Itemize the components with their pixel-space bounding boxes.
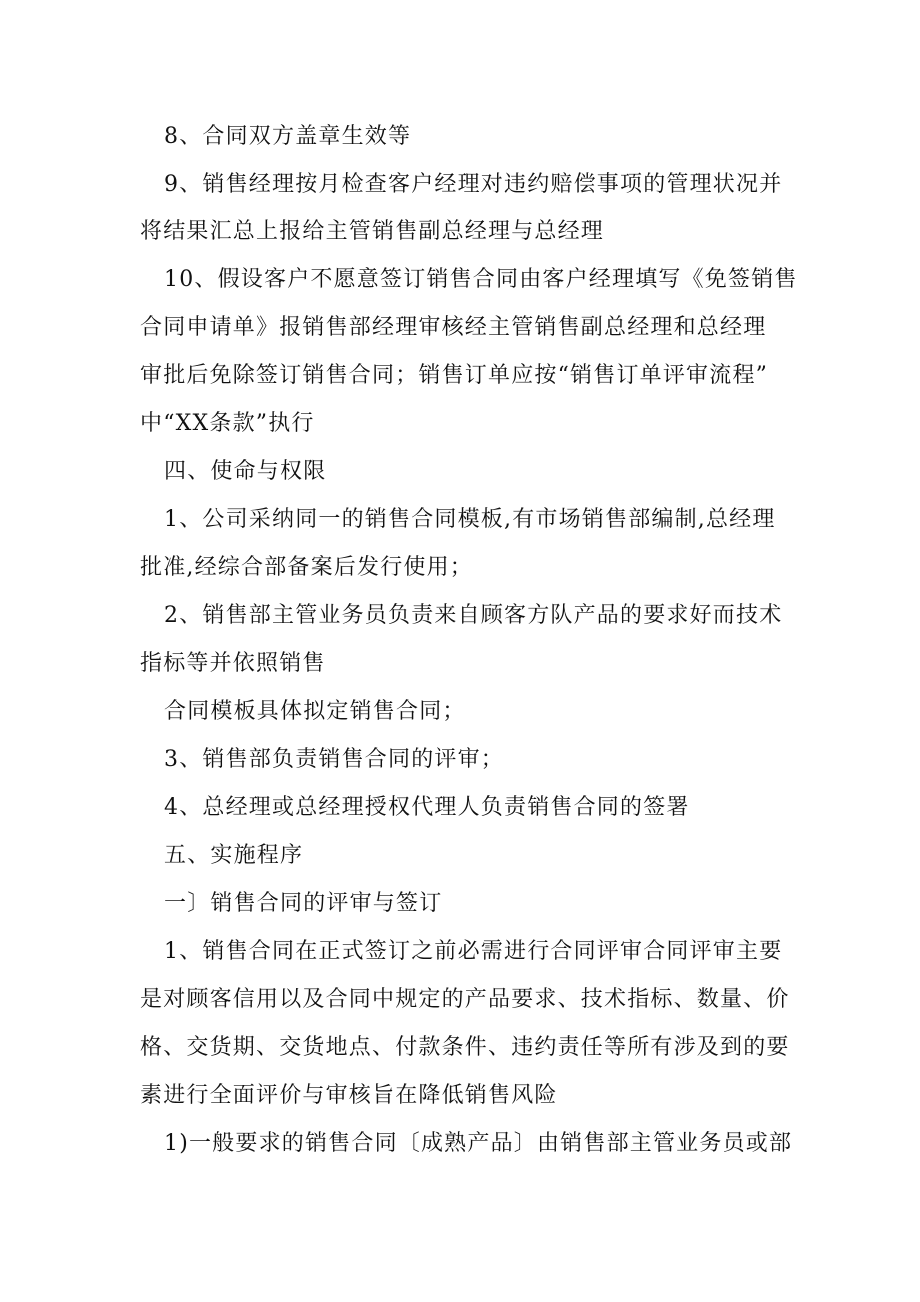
- section-5-item-1-line-4: 素进行全面评价与审核旨在降低销售风险: [140, 1083, 558, 1108]
- section-heading-5: 五、实施程序: [164, 843, 304, 868]
- list-item-10-line-2: 合同申请单》报销售部经理审核经主管销售副总经理和总经理: [140, 315, 767, 340]
- section-4-item-2-line-2: 指标等并依照销售: [140, 651, 326, 676]
- section-4-item-1-line-1: 1、公司采纳同一的销售合同模板,有市场销售部编制,总经理: [164, 507, 776, 532]
- list-item-10-line-1: 10、假设客户不愿意签订销售合同由客户经理填写《免签销售: [164, 267, 798, 292]
- list-item-9-line-2: 将结果汇总上报给主管销售副总经理与总经理: [140, 219, 605, 244]
- section-4-item-4: 4、总经理或总经理授权代理人负责销售合同的签署: [164, 795, 690, 820]
- section-4-item-1-line-2: 批准,经综合部备案后发行使用；: [140, 555, 473, 580]
- list-item-9-line-1: 9、销售经理按月检查客户经理对违约赔偿事项的管理状况并: [164, 172, 783, 197]
- section-4-item-3: 3、销售部负责销售合同的评审；: [164, 747, 504, 772]
- list-item-10-line-4: 中“XX条款”执行: [140, 411, 315, 436]
- section-5-sub-item-1: 1)一般要求的销售合同〔成熟产品〕由销售部主管业务员或部: [164, 1131, 793, 1156]
- section-heading-4: 四、使命与权限: [164, 459, 327, 484]
- section-4-item-2-line-3: 合同模板具体拟定销售合同；: [164, 699, 466, 724]
- list-item-8-contract-seal: 8、合同双方盖章生效等: [164, 124, 412, 149]
- list-item-10-line-3: 审批后免除签订销售合同；销售订单应按“销售订单评审流程”: [140, 363, 769, 388]
- section-4-item-2-line-1: 2、销售部主管业务员负责来自顾客方队产品的要求好而技术: [164, 603, 783, 628]
- subsection-heading-1: 一〕销售合同的评审与签订: [164, 891, 443, 916]
- section-5-item-1-line-3: 格、交货期、交货地点、付款条件、违约责任等所有涉及到的要: [140, 1035, 790, 1060]
- section-5-item-1-line-2: 是对顾客信用以及合同中规定的产品要求、技术指标、数量、价: [140, 987, 790, 1012]
- section-5-item-1-line-1: 1、销售合同在正式签订之前必需进行合同评审合同评审主要: [164, 939, 783, 964]
